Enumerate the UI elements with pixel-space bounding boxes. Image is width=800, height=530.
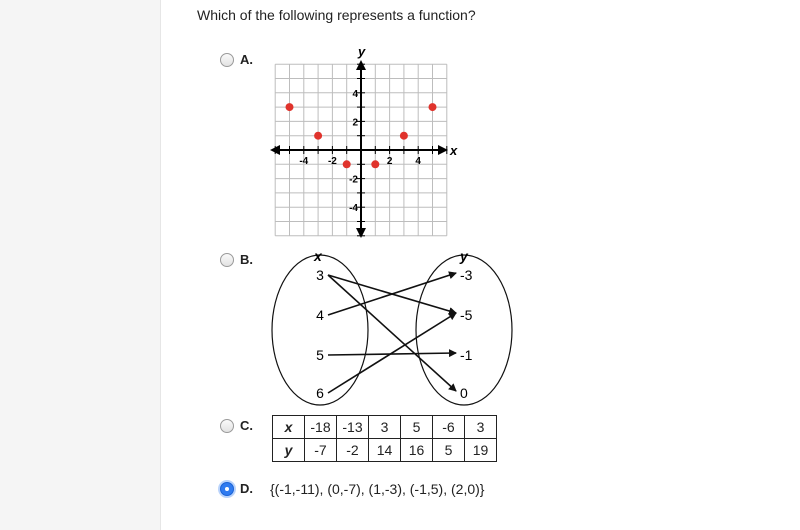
y-cell: 5 — [433, 439, 465, 462]
x-cell: 3 — [369, 416, 401, 439]
y-tick-label: -2 — [349, 174, 358, 186]
x-tick-label: 4 — [415, 156, 421, 167]
ordered-pairs-set: {(-1,-11), (0,-7), (1,-3), (-1,5), (2,0)} — [270, 481, 485, 497]
y-cell: -2 — [337, 439, 369, 462]
mapping-arrow — [328, 275, 456, 391]
y-axis-top-arrow — [356, 60, 366, 70]
mapping-diagram — [262, 245, 522, 405]
data-point — [400, 132, 408, 140]
radio-option-a[interactable] — [220, 53, 234, 67]
radio-option-c[interactable] — [220, 419, 234, 433]
x-axis-label: x — [450, 143, 458, 158]
x-cell: 5 — [401, 416, 433, 439]
y-axis-bottom-arrow — [356, 228, 366, 238]
x-tick-label: 2 — [386, 156, 393, 167]
data-point — [314, 132, 322, 140]
domain-value: 6 — [316, 385, 324, 401]
x-header: x — [273, 416, 305, 439]
left-sidebar — [0, 0, 161, 530]
range-value: -3 — [460, 267, 473, 283]
y-cell: 14 — [369, 439, 401, 462]
option-d-letter: D. — [240, 481, 253, 496]
y-row — [273, 439, 497, 462]
option-b-letter: B. — [240, 252, 253, 267]
mapping-arrow — [328, 273, 456, 315]
question-text: Which of the following represents a function? — [197, 7, 476, 23]
y-header: y — [273, 439, 305, 462]
option-c-letter: C. — [240, 418, 253, 433]
radio-option-d[interactable] — [220, 482, 234, 496]
x-cell: -18 — [305, 416, 337, 439]
data-point — [286, 103, 294, 111]
domain-value: 5 — [316, 347, 324, 363]
y-cell: -7 — [305, 439, 337, 462]
domain-label: x — [314, 248, 322, 264]
x-cell: 3 — [465, 416, 497, 439]
xy-table — [272, 415, 497, 462]
x-tick-label: -4 — [299, 156, 309, 167]
option-a-letter: A. — [240, 52, 253, 67]
y-cell: 16 — [401, 439, 433, 462]
y-tick-label: -4 — [349, 203, 358, 215]
radio-option-b[interactable] — [220, 253, 234, 267]
y-cell: 19 — [465, 439, 497, 462]
x-cell: -13 — [337, 416, 369, 439]
range-value: -5 — [460, 307, 473, 323]
x-row — [273, 416, 497, 439]
x-tick-label: -2 — [327, 156, 337, 167]
range-value: -1 — [460, 347, 473, 363]
domain-value: 4 — [316, 307, 324, 323]
y-axis-label: y — [358, 44, 366, 59]
coordinate-graph — [262, 44, 462, 244]
range-label: y — [460, 248, 468, 264]
domain-value: 3 — [316, 267, 324, 283]
range-value: 0 — [460, 385, 468, 401]
y-tick-label: 4 — [352, 88, 358, 100]
data-point — [371, 160, 379, 168]
x-cell: -6 — [433, 416, 465, 439]
y-tick-label: 2 — [352, 117, 358, 129]
data-point — [429, 103, 437, 111]
data-point — [343, 160, 351, 168]
